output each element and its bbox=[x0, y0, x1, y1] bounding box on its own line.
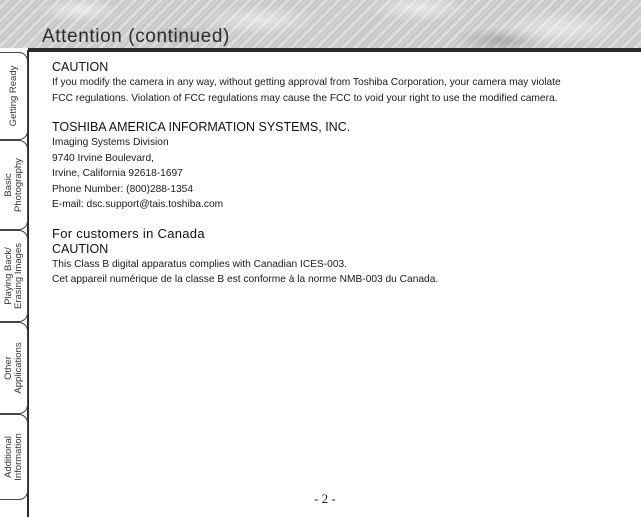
tab-basic-photography-label: Basic Photography bbox=[2, 158, 24, 212]
email-address: E-mail: dsc.support@tais.toshiba.com bbox=[52, 199, 224, 210]
tab-playing-back-label: Playing Back/ Erasing Images bbox=[2, 242, 24, 310]
tab-other-applications-label: Other Applications bbox=[2, 342, 24, 394]
tab-additional-information[interactable] bbox=[0, 414, 28, 500]
canada-english-statement: This Class B digital apparatus complies with Canadian ICES-003. bbox=[52, 258, 348, 270]
header-banner bbox=[0, 0, 641, 48]
canada-heading: For customers in Canada bbox=[52, 225, 205, 241]
street-address: 9740 Irvine Boulevard, bbox=[52, 152, 154, 164]
tab-other-applications[interactable] bbox=[0, 322, 28, 414]
canada-french-statement: Cet appareil numérique de la classe B est conforme à la norme NMB-003 du Canada. bbox=[52, 274, 439, 285]
division: Imaging Systems Division bbox=[52, 137, 169, 148]
main-content bbox=[52, 60, 632, 288]
tab-getting-ready[interactable] bbox=[0, 52, 28, 140]
header-divider bbox=[28, 48, 641, 52]
city-address: Irvine, California 92618-1697 bbox=[52, 168, 183, 179]
tab-getting-ready-label: Getting Ready bbox=[7, 65, 19, 127]
tab-basic-photography[interactable] bbox=[0, 140, 28, 230]
fcc-caution-text: If you modify the camera in any way, without getting approval from Toshiba Corporation, your camera may violate FCC regulations. Violation of FCC regulations may cause the FCC to void your right to use the modified camera. bbox=[52, 77, 561, 104]
fcc-caution-heading: CAUTION bbox=[52, 60, 109, 74]
contact-block bbox=[52, 135, 632, 213]
tab-playing-back-erasing-images[interactable] bbox=[0, 230, 28, 322]
page-number: - 2 - bbox=[314, 491, 336, 506]
canada-caution-text bbox=[52, 257, 632, 288]
company-name: TOSHIBA AMERICA INFORMATION SYSTEMS, INC. bbox=[52, 120, 351, 134]
tab-additional-information-label: Additional Information bbox=[2, 433, 24, 481]
phone-number: Phone Number: (800)288-1354 bbox=[52, 183, 194, 195]
canada-caution-heading: CAUTION bbox=[52, 241, 109, 256]
page-title: Attention (continued) bbox=[42, 26, 230, 47]
